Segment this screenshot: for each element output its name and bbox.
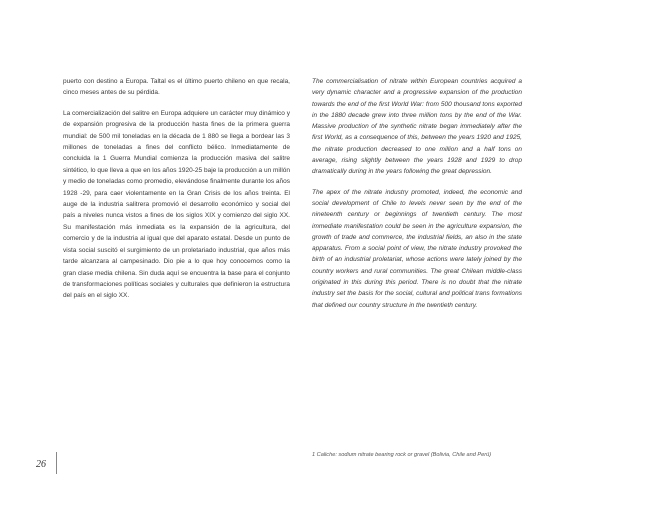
spanish-text-column — [63, 76, 290, 311]
page-number-divider — [56, 452, 57, 474]
footnote: 1 Caliche: sodium nitrate bearing rock or gravel (Bolivia, Chile and Perú) — [312, 452, 492, 458]
paragraph: La comercialización del salitre en Europa adquiere un carácter muy dinámico y de expansión progresiva de la producción hasta fines de la primera guerra mundial: de 500 mil toneladas en la década de 1 880 se llega a bordear las 3 millones de toneladas a fines del conflicto bélico. Inmediatamente de concluida la 1 Guerra Mundial comienza la producción masiva del salitre sintético, lo que lleva a que en los años 1920-25 baje la producción a un millón y medio de toneladas como promedio, elevándose finalmente durante los años 1928 -29, para caer violentamente en la Gran Crisis de los años treinta. El auge de la industria salitrera promovió el desarrollo económico y social del país a niveles nunca vistos a fines de los siglos XIX y comienzo del siglo XX. Su manifestación más inmediata es la expansión de la agricultura, del comercio y de la industria al igual que del aparato estatal. Desde un punto de vista social suscitó el surgimiento de un proletariado industrial, que años más tarde alcanzara al campesinado. Dio pie a lo que hoy conocemos como la gran clase media chilena. Sin duda aquí se encuentra la base para el conjunto de transformaciones políticas sociales y culturales que definieron la estructura del país en el siglo XX. — [63, 109, 290, 300]
paragraph: puerto con destino a Europa. Taltal es el último puerto chileno en que recala, cinco meses antes de su pérdida. — [63, 78, 290, 97]
paragraph: The commercialisation of nitrate within European countries acquired a very dynamic character and a progressive expansion of the production towards the end of the first World War: from 500 thousand tons exported in the 1880 decade grew into three million tons by the end of the War. Massive production of the synthetic nitrate began immediately after the first World, as a consequence of this, between the years 1920 and 1925, the nitrate production decreased to one million and a half tons on average, rising slightly between the years 1928 and 1929 to drop dramatically during in the years following the great depression. — [312, 78, 522, 176]
page-number: 26 — [36, 459, 46, 470]
english-text-column — [312, 76, 522, 320]
paragraph: The apex of the nitrate industry promoted, indeed, the economic and social development of Chile to levels never seen by the end of the nineteenth century or beginnings of twentieth century. The most immediate manifestation could be seen in the agriculture expansion, the growth of trade and commerce, the industrial fields, an also in the state apparatus. From a social point of view, the nitrate industry provoked the birth of an industrial proletariat, whose actions were lately joined by the country workers and rural communities. The great Chilean middle-class originated in this during this period. There is no doubt that the nitrate industry set the basis for the social, cultural and political trans formations that defined our country structure in the twentieth century. — [312, 188, 522, 309]
